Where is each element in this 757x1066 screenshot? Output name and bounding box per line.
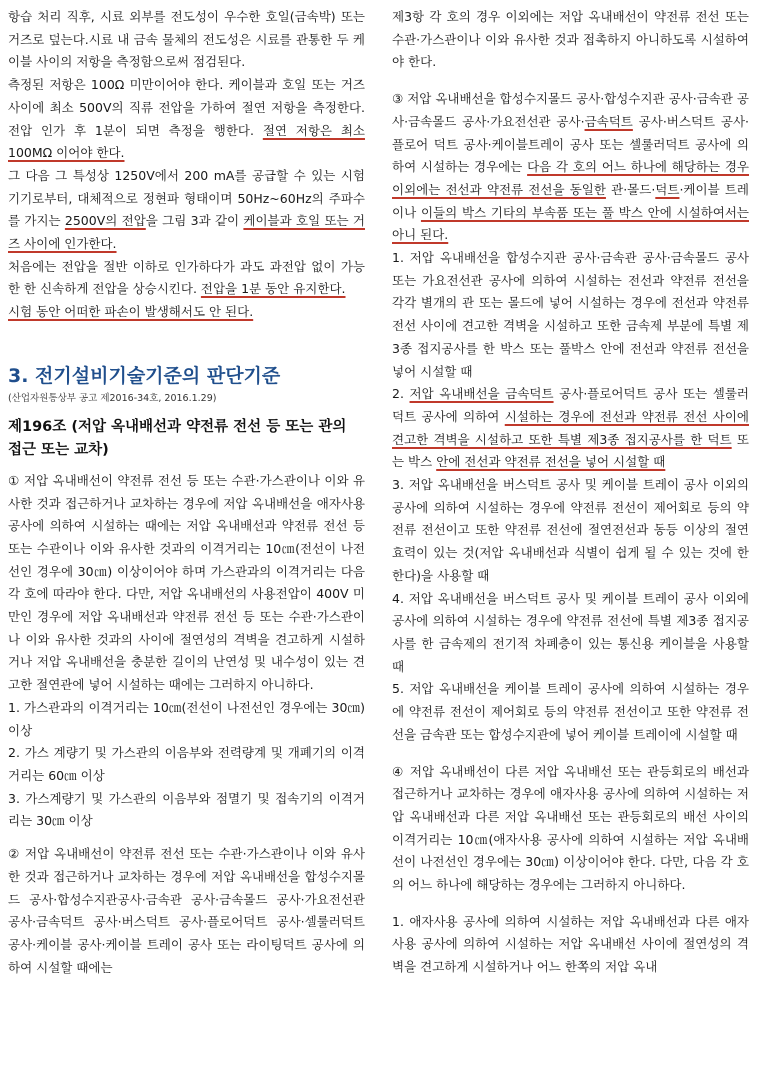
underlined-text: 안에 전선과 약전류 전선을 넣어 시설할 때	[436, 454, 666, 470]
text: 처음에는 전압을 절반 이하로 인가하다가 과도 과전압 없이 가능한 한 신속하게 전압을 상승시킨다.	[8, 258, 365, 297]
text: 2. 가스 계량기 및 가스관의 이음부와 전력량계 및 개폐기의 이격거리는 60㎝ 이상	[8, 745, 365, 783]
underlined-text: 다음 각 호의 어느 하나에 해당하는 경우 이외에는 전선과 약전류 전선을 동일한	[392, 159, 750, 197]
text: 측정된 저항은 100Ω 미만이어야 한다. 케이블과 호일 또는 거즈 사이에 최소 500V의 직류 전압을 가하여 절연 저항을 측정한다. 전압 인가 후 1분이 되면 측정을 행한다.	[8, 77, 365, 138]
section-title: 3. 전기설비기술기준의 판단기준	[8, 364, 281, 387]
text: 1. 애자사용 공사에 의하여 시설하는 저압 옥내배선과 다른 애자사용 공사에 의하여 시설하는 저압 옥내배선 사이에 절연성의 격벽을 견고하게 시설하거나 어느 한쪽의 저압 옥내	[392, 913, 749, 975]
underlined-text: 절연 저항은 최소 100MΩ 이어야 한다.	[8, 122, 365, 161]
left-column	[8, 6, 365, 979]
paragraph-clause-2	[8, 843, 365, 979]
text: 그 다음 그 특성상 1250V에서 200 mA를 공급할 수 있는 시험 기기로부터, 대체적으로 정현파 형태이며 50Hz~60Hz의 주파수를 가지는	[8, 167, 365, 229]
paragraph-clause-2-cont	[392, 6, 749, 74]
text: ·케이블 트레이나	[392, 181, 749, 220]
list-item	[392, 247, 749, 383]
section-source: (산업자원통상부 공고 제2016-34호, 2016.1.29)	[8, 392, 217, 404]
list-item	[8, 697, 365, 742]
right-column	[392, 6, 749, 979]
paragraph-clause-1	[8, 470, 365, 697]
article-title: 제196조 (저압 옥내배선과 약전류 전선 등 또는 관의 접근 또는 교차)	[8, 418, 347, 458]
paragraph-test-voltage	[8, 165, 365, 256]
text: 항습 처리 직후, 시료 외부를 전도성이 우수한 호일(금속박) 또는 거즈로 덮는다.시료 내 금속 물체의 전도성은 시료를 관통한 두 케이블 사이의 저항을 측정함으로써 점검된다.	[8, 9, 365, 70]
text: 5. 저압 옥내배선을 케이블 트레이 공사에 의하여 시설하는 경우에 약전류 전선이 제어회로 등의 약전류 전선이고 또한 약전류 전선을 금속관 또는 합성수지관에 넣어 케이블 트레이에 시설할 때	[392, 681, 749, 742]
paragraph-clause-3	[392, 88, 749, 247]
text: 관·몰드·	[605, 181, 656, 197]
list-item	[392, 474, 749, 588]
text: 공사·플로어덕트 공사 또는 셀룰러덕트 공사에 의하여	[392, 386, 749, 424]
text: 또는 박스	[392, 431, 749, 470]
underlined-text: 시설하는 경우에 전선과 약전류 전선 사이에 견고한 격벽을 시설하고 또한 특별 제3종 접지공사를 한 덕트	[392, 408, 749, 447]
text: ④ 저압 옥내배선이 다른 저압 옥내배선 또는 관등회로의 배선과 접근하거나 교차하는 경우에 애자사용 공사에 의하여 시설하는 저압 옥내배선과 다른 저압 옥내배선 또는 관등회로의 배선 사이의 이격거리는 10㎝(애자사용 공사에 의하여 시설하는 저압 옥내배선이 나전선인 경우에는 30㎝) 이상이어야 한다. 다만, 다음 각 호의 어느 하나에 해당하는 경우에는 그러하지 아니하다.	[392, 763, 749, 893]
text: ③ 저압 옥내배선을 합성수지몰드 공사·합성수지관 공사·금속관 공사·금속몰드 공사·가요전선관 공사·	[392, 91, 749, 129]
text: 3. 저압 옥내배선을 버스덕트 공사 및 케이블 트레이 공사 이외의 공사에 의하여 시설하는 경우에 약전류 전선이 제어회로 등의 약전류 전선이고 또한 약전류 전선에 절연전선과 동등 이상의 절연효력이 있는 것(저압 옥내배선과 식별이 쉽게 될 수 있는 것에 한한다)을 사용할 때	[392, 477, 749, 583]
list-item	[392, 678, 749, 746]
paragraph-insulation-resistance	[8, 74, 365, 165]
paragraph-foil-wrap	[8, 6, 365, 74]
paragraph-clause-4	[392, 761, 749, 897]
list-item	[8, 742, 365, 787]
underlined-text: 시험 동안 어떠한 파손이 발생해서도 안 된다.	[8, 304, 254, 320]
underlined-text: 저압 옥내배선을 금속덕트	[409, 386, 554, 402]
text: 1. 저압 옥내배선을 합성수지관 공사·금속관 공사·금속몰드 공사 또는 가요전선관 공사에 의하여 시설하는 전선과 약전류 전선을 각각 별개의 관 또는 몰드에 넣어 시설하는 경우에 전선과 약전류 전선 사이에 견고한 격벽을 시설하고 또한 금속제 부분에 특별 제3종 접지공사를 한 박스 또는 풀박스 안에 전선과 약전류 전선을 넣어 시설할 때	[392, 250, 749, 379]
text: ① 저압 옥내배선이 약전류 전선 등 또는 수관·가스관이나 이와 유사한 것과 접근하거나 교차하는 경우에 저압 옥내배선을 애자사용 공사에 의하여 시설하는 때에는 저압 옥내배선과 약전류 전선 등 또는 수관이나 이와 유사한 것과의 이격거리는 10㎝(전선이 나전선인 경우에 30㎝) 이상이어야 하며 가스관과의 이격거리는 다음 각 호에 따라야 한다. 다만, 저압 옥내배선의 사용전압이 400V 미만인 경우에 저압 옥내배선과 약전류 전선 등 또는 수관·가스관이나 이와 유사한 것과의 사이에 절연성의 격벽을 견고하게 시설하거나 저압 옥내배선을 충분한 길이의 난연성 및 내수성이 있는 견고한 절연관에 넣어 시설하는 때에는 그러하지 아니하다.	[8, 472, 365, 693]
text: 4. 저압 옥내배선을 버스덕트 공사 및 케이블 트레이 공사 이외에 공사에 의하여 시설하는 경우에 약전류 전선에 특별 제3종 접지공사를 한 금속제의 전기적 차폐층이 있는 통신용 케이블을 사용할 때	[392, 590, 749, 674]
underlined-text: 케이블과 호일 또는 거즈 사이에 인가한다.	[8, 213, 365, 252]
underlined-text: 금속덕트	[584, 113, 633, 129]
paragraph-no-damage	[8, 301, 365, 324]
text: 2.	[392, 386, 410, 402]
paragraph-voltage-ramp	[8, 256, 365, 301]
text: 3. 가스계량기 및 가스관의 이음부와 점멸기 및 접속기의 이격거리는 30㎝ 이상	[8, 790, 365, 829]
text: ② 저압 옥내배선이 약전류 전선 또는 수관·가스관이나 이와 유사한 것과 접근하거나 교차하는 경우에 저압 옥내배선을 합성수지몰드 공사·합성수지관공사·금속관 공사·금속몰드 공사·가요전선관 공사·금속덕트 공사·버스덕트 공사·플로어덕트 공사·셀룰러덕트 공사·케이블 공사·케이블 트레이 공사 또는 라이팅덕트 공사에 의하여 시설할 때에는	[8, 846, 365, 975]
list-item	[392, 383, 749, 474]
text: 1. 가스관과의 이격거리는 10㎝(전선이 나전선인 경우에는 30㎝) 이상	[8, 699, 365, 738]
list-item	[392, 588, 749, 679]
text: 제3항 각 호의 경우 이외에는 저압 옥내배선이 약전류 전선 또는 수관·가스관이나 이와 유사한 것과 접촉하지 아니하도록 시설하여야 한다.	[392, 9, 749, 70]
underlined-text: 2500V의 전압	[64, 213, 146, 229]
underlined-text: 전압을 1분 동안 유지한다.	[200, 281, 346, 297]
text: 공사·버스덕트 공사·플로어 덕트 공사·케이블트레이 공사 또는 셀룰러덕트 공사에 의하여 시설하는 경우에는	[392, 113, 750, 175]
underlined-text: 덕트	[655, 181, 680, 197]
list-item	[392, 911, 749, 979]
list-item	[8, 788, 365, 833]
underlined-text: 이들의 박스 기타의 부속품 또는 풀 박스 안에 시설하여서는 아니 된다.	[392, 204, 749, 243]
text: 을 그림 3과 같이	[145, 213, 244, 229]
